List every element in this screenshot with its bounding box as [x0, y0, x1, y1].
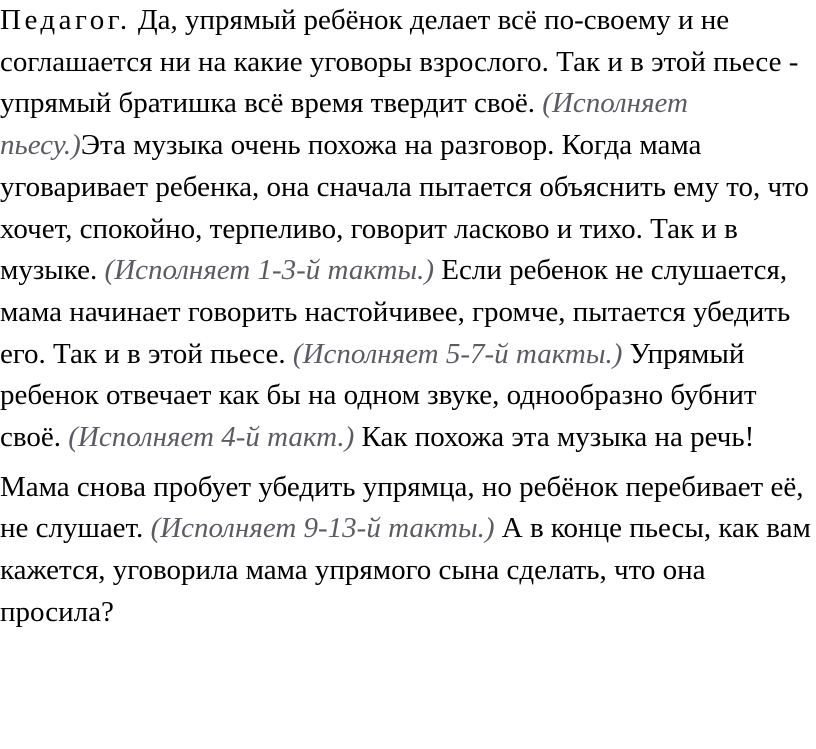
text-segment: Да, упрямый ребёнок делает всё по-своему и не соглашается ни на какие уговоры взрослого. Так и в этой пьесе - упрямый братишка всё время твердит своё. — [0, 4, 799, 120]
speaker-label: Педагог. — [0, 4, 131, 36]
stage-direction: (Исполняет 5-7-й такты.) — [292, 337, 623, 370]
stage-direction: (Исполняет 4-й такт.) — [68, 421, 355, 454]
text-segment: Как похожа эта музыка на речь! — [354, 421, 755, 454]
text-segment: А в конце пьесы, как вам кажется, уговорила мама упрямого сына сделать, что она просила? — [0, 512, 811, 628]
stage-direction: (Исполняет пьесу.) — [0, 87, 688, 162]
text-segment: Упрямый ребенок отвечает как бы на одном звуке, однообразно бубнит своё. — [0, 337, 757, 454]
text-segment: Эта музыка очень похожа на разговор. Когда мама уговаривает ребенка, она сначала пытается объяснить ему то, что хочет, спокойно, терпеливо, говорит ласково и тихо. Так и в музыке. — [0, 129, 809, 287]
text-segment: Если ребенок не слушается, мама начинает говорить настойчивее, громче, пытается убедить его. Так и в этой пьесе. — [0, 254, 791, 370]
stage-direction: (Исполняет 9-13-й такты.) — [150, 512, 495, 545]
stage-direction: (Исполняет 1-3-й такты.) — [104, 254, 435, 287]
text-segment: Мама снова пробует убедить упрямца, но ребёнок перебивает её, не слушает. — [0, 470, 804, 545]
paragraph-2 — [0, 467, 816, 634]
